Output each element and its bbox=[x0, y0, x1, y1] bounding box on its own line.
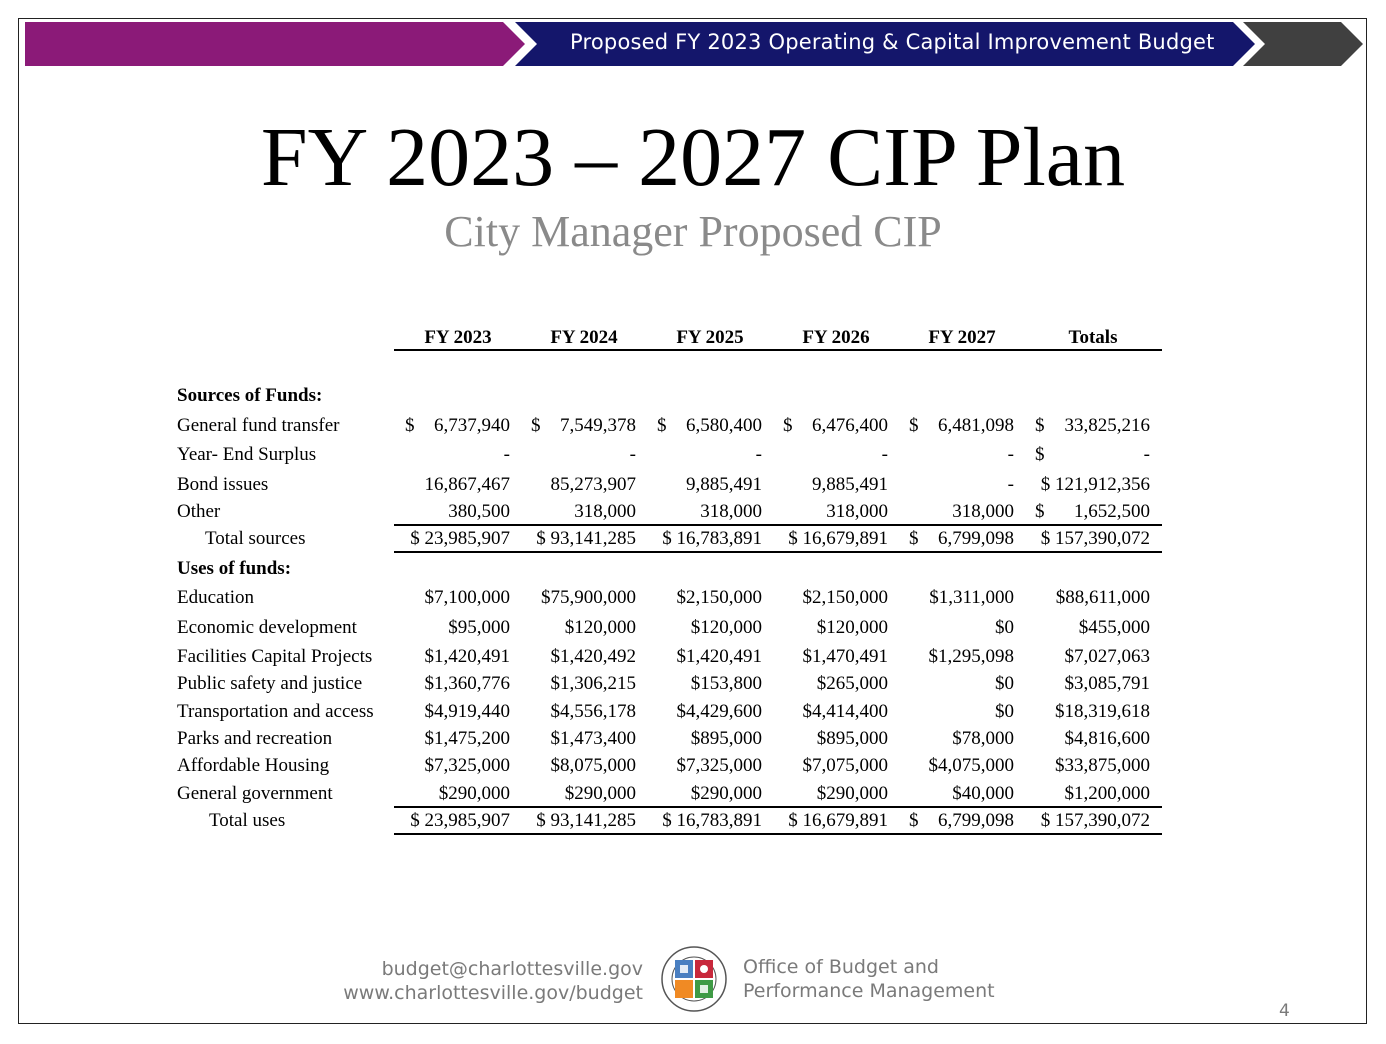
table-cell: $75,900,000 bbox=[541, 587, 636, 608]
uses-heading: Uses of funds: bbox=[177, 558, 292, 579]
table-cell: - bbox=[1007, 474, 1014, 495]
table-cell: $0 bbox=[995, 673, 1014, 694]
table-cell: $1,200,000 bbox=[1064, 783, 1150, 804]
total-cell: 6,799,098 bbox=[938, 810, 1014, 831]
table-cell: $120,000 bbox=[816, 617, 888, 638]
currency-sign: $ bbox=[531, 415, 541, 436]
table-cell: - bbox=[881, 444, 888, 465]
table-cell: $265,000 bbox=[816, 673, 888, 694]
table-cell: - bbox=[503, 444, 510, 465]
table-cell: 6,737,940 bbox=[434, 415, 510, 436]
column-header: FY 2027 bbox=[928, 327, 996, 348]
footer-email: budget@charlottesville.gov bbox=[381, 958, 643, 980]
table-cell: $290,000 bbox=[816, 783, 888, 804]
table-cell: $455,000 bbox=[1078, 617, 1150, 638]
total-cell: $ 16,679,891 bbox=[788, 810, 888, 831]
table-cell: $33,875,000 bbox=[1055, 755, 1150, 776]
table-cell: $88,611,000 bbox=[1055, 587, 1150, 608]
total-cell: $ 16,783,891 bbox=[662, 528, 762, 549]
column-header: Totals bbox=[1068, 327, 1118, 348]
footer-website: www.charlottesville.gov/budget bbox=[343, 982, 643, 1004]
table-cell: $1,420,491 bbox=[424, 646, 510, 667]
table-cell: 318,000 bbox=[574, 501, 636, 522]
table-cell: $1,473,400 bbox=[550, 728, 636, 749]
column-header: FY 2025 bbox=[676, 327, 744, 348]
table-cell: $7,100,000 bbox=[424, 587, 510, 608]
row-label: Facilities Capital Projects bbox=[177, 646, 373, 667]
total-cell: $ 23,985,907 bbox=[410, 810, 510, 831]
currency-sign: $ bbox=[405, 415, 415, 436]
currency-sign: $ bbox=[909, 415, 919, 436]
page-subtitle: City Manager Proposed CIP bbox=[444, 207, 942, 256]
table-cell: $8,075,000 bbox=[550, 755, 636, 776]
total-sources-label: Total sources bbox=[205, 528, 306, 549]
sources-heading: Sources of Funds: bbox=[177, 385, 323, 406]
currency-sign: $ bbox=[1035, 444, 1045, 465]
footer-contact bbox=[343, 957, 643, 1005]
table-cell: 33,825,216 bbox=[1064, 415, 1150, 436]
table-cell: $1,475,200 bbox=[424, 728, 510, 749]
row-label: Bond issues bbox=[177, 474, 269, 495]
table-cell: $1,420,492 bbox=[550, 646, 636, 667]
table-cell: - bbox=[629, 444, 636, 465]
total-cell: $ 157,390,072 bbox=[1040, 810, 1150, 831]
table-cell: $1,420,491 bbox=[676, 646, 762, 667]
table-cell: 380,500 bbox=[448, 501, 510, 522]
table-cell: - bbox=[1143, 444, 1150, 465]
row-label: Affordable Housing bbox=[177, 755, 330, 776]
row-label: Education bbox=[177, 587, 255, 608]
table-cell: 16,867,467 bbox=[424, 474, 510, 495]
table-cell: 318,000 bbox=[700, 501, 762, 522]
table-cell: $4,075,000 bbox=[928, 755, 1014, 776]
total-cell: 6,799,098 bbox=[938, 528, 1014, 549]
table-cell: $1,295,098 bbox=[928, 646, 1014, 667]
table-cell: 6,481,098 bbox=[938, 415, 1014, 436]
table-cell: $1,470,491 bbox=[802, 646, 888, 667]
table-cell: $7,325,000 bbox=[676, 755, 762, 776]
table-cell: $1,311,000 bbox=[929, 587, 1014, 608]
table-cell: $1,360,776 bbox=[424, 673, 510, 694]
banner-title: Proposed FY 2023 Operating & Capital Improvement Budget bbox=[570, 30, 1215, 54]
currency-sign: $ bbox=[657, 415, 667, 436]
row-label: Transportation and access bbox=[177, 701, 374, 722]
footer-office-line1: Office of Budget and bbox=[743, 956, 939, 978]
total-cell: $ 93,141,285 bbox=[536, 810, 636, 831]
table-cell: - bbox=[1007, 444, 1014, 465]
row-label: Public safety and justice bbox=[177, 673, 363, 694]
banner-purple-segment bbox=[25, 22, 525, 66]
total-uses-label: Total uses bbox=[209, 810, 286, 831]
table-cell: $0 bbox=[995, 701, 1014, 722]
table-cell: $2,150,000 bbox=[802, 587, 888, 608]
table-cell: $120,000 bbox=[690, 617, 762, 638]
column-header: FY 2023 bbox=[424, 327, 492, 348]
table-cell: $120,000 bbox=[564, 617, 636, 638]
footer-office-line2: Performance Management bbox=[743, 980, 995, 1002]
table-cell: $895,000 bbox=[690, 728, 762, 749]
footer-office bbox=[743, 955, 995, 1003]
table-cell: $4,556,178 bbox=[550, 701, 636, 722]
currency-sign: $ bbox=[1035, 501, 1045, 522]
table-cell: 6,580,400 bbox=[686, 415, 762, 436]
table-cell: 318,000 bbox=[826, 501, 888, 522]
table-cell: $4,429,600 bbox=[676, 701, 762, 722]
table-cell: $40,000 bbox=[952, 783, 1014, 804]
total-cell: $ 16,783,891 bbox=[662, 810, 762, 831]
table-cell: $2,150,000 bbox=[676, 587, 762, 608]
total-cell: $ 16,679,891 bbox=[788, 528, 888, 549]
page-title: FY 2023 – 2027 CIP Plan bbox=[260, 111, 1126, 204]
table-cell: 85,273,907 bbox=[550, 474, 636, 495]
currency-sign: $ bbox=[909, 810, 919, 831]
row-label: Other bbox=[177, 501, 221, 522]
table-cell: - bbox=[755, 444, 762, 465]
row-label: Year- End Surplus bbox=[177, 444, 317, 465]
header-banner bbox=[25, 22, 1365, 66]
currency-sign: $ bbox=[783, 415, 793, 436]
table-cell: 9,885,491 bbox=[686, 474, 762, 495]
table-cell: $4,816,600 bbox=[1064, 728, 1150, 749]
table-cell: $290,000 bbox=[690, 783, 762, 804]
currency-sign: $ bbox=[1035, 415, 1045, 436]
total-cell: $ 23,985,907 bbox=[410, 528, 510, 549]
total-cell: $ 93,141,285 bbox=[536, 528, 636, 549]
total-cell: $ 157,390,072 bbox=[1040, 528, 1150, 549]
table-cell: $153,800 bbox=[690, 673, 762, 694]
table-cell: $4,414,400 bbox=[802, 701, 888, 722]
table-cell: $290,000 bbox=[564, 783, 636, 804]
table-cell: $290,000 bbox=[438, 783, 510, 804]
table-cell: $4,919,440 bbox=[424, 701, 510, 722]
table-cell: $1,306,215 bbox=[550, 673, 636, 694]
page-number: 4 bbox=[1279, 1001, 1290, 1021]
row-label: Economic development bbox=[177, 617, 357, 638]
table-cell: $7,325,000 bbox=[424, 755, 510, 776]
table-cell: $3,085,791 bbox=[1064, 673, 1150, 694]
column-header: FY 2026 bbox=[802, 327, 870, 348]
table-cell: 1,652,500 bbox=[1074, 501, 1150, 522]
table-cell: $78,000 bbox=[952, 728, 1014, 749]
table-cell: $95,000 bbox=[448, 617, 510, 638]
banner-gray-segment bbox=[1243, 22, 1363, 66]
table-cell: $ 121,912,356 bbox=[1040, 474, 1150, 495]
table-cell: $18,319,618 bbox=[1055, 701, 1150, 722]
row-label: General fund transfer bbox=[177, 415, 340, 436]
table-cell: $7,027,063 bbox=[1064, 646, 1150, 667]
column-header: FY 2024 bbox=[550, 327, 618, 348]
table-cell: 9,885,491 bbox=[812, 474, 888, 495]
row-label: Parks and recreation bbox=[177, 728, 333, 749]
row-label: General government bbox=[177, 783, 333, 804]
table-cell: $7,075,000 bbox=[802, 755, 888, 776]
currency-sign: $ bbox=[909, 528, 919, 549]
table-cell: 6,476,400 bbox=[812, 415, 888, 436]
table-cell: $0 bbox=[995, 617, 1014, 638]
table-cell: 7,549,378 bbox=[560, 415, 636, 436]
city-seal-logo bbox=[661, 946, 727, 1012]
table-cell: $895,000 bbox=[816, 728, 888, 749]
table-cell: 318,000 bbox=[952, 501, 1014, 522]
